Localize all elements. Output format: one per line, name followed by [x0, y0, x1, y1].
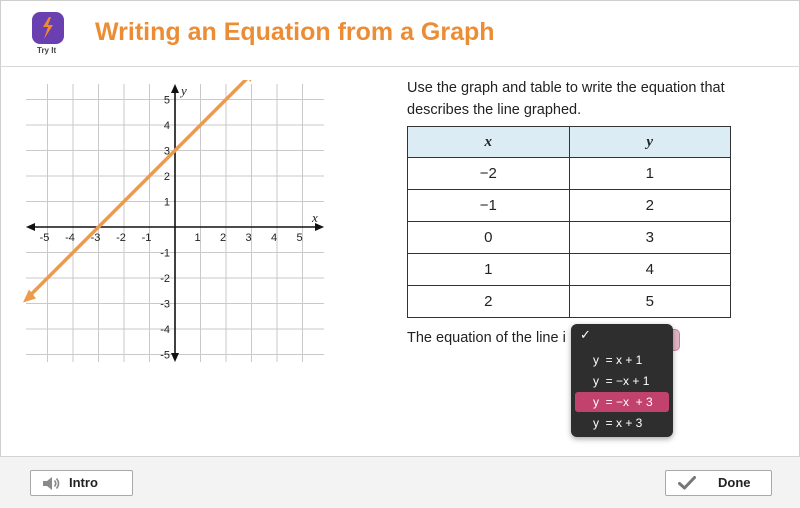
x-tick-label: 5 — [296, 232, 303, 244]
try-it-logo — [32, 12, 64, 44]
dropdown-option[interactable]: y = −x + 1 — [593, 374, 650, 388]
y-tick-label: -5 — [160, 349, 170, 362]
x-tick-label: -2 — [116, 232, 126, 244]
y-tick-label: 2 — [163, 171, 170, 183]
table-row — [408, 190, 731, 222]
equation-sentence: The equation of the line i — [407, 330, 566, 346]
dropdown-option[interactable]: y = x + 1 — [593, 353, 643, 367]
lightning-icon — [32, 12, 64, 44]
y-axis-arrow-up — [171, 84, 179, 93]
checkmark-icon: ✓ — [580, 327, 591, 342]
y-tick-label: -1 — [160, 247, 170, 260]
intro-button-label: Intro — [69, 475, 98, 490]
table-cell-y: 4 — [569, 254, 731, 286]
y-tick-label: -3 — [160, 298, 170, 311]
footer-bar — [0, 456, 800, 508]
table-cell-x: 0 — [408, 222, 570, 254]
page-title: Writing an Equation from a Graph — [95, 18, 495, 46]
y-tick-label: 3 — [163, 145, 170, 158]
table-cell-y: 3 — [569, 222, 731, 254]
intro-button[interactable] — [30, 470, 133, 496]
table-cell-y: 1 — [569, 158, 731, 190]
y-tick-label: -2 — [160, 273, 170, 285]
table-header-row — [408, 127, 731, 158]
x-tick-label: -5 — [39, 232, 50, 244]
x-tick-label: 1 — [194, 232, 201, 244]
y-tick-label: 4 — [163, 120, 170, 132]
x-tick-label: 4 — [270, 232, 278, 244]
table-row — [408, 286, 731, 318]
instructions-text: Use the graph and table to write the equation that describes the line graphed. — [407, 80, 725, 118]
y-axis-label: y — [181, 83, 187, 98]
equation-dropdown-menu — [571, 324, 673, 437]
table-cell-y: 2 — [569, 190, 731, 222]
check-icon — [678, 475, 696, 491]
column-header-y: y — [569, 127, 731, 158]
dropdown-option[interactable]: y = x + 3 — [593, 416, 643, 430]
header — [0, 0, 800, 67]
table-cell-x: 2 — [408, 286, 570, 318]
table-cell-x: −1 — [408, 190, 570, 222]
table-cell-x: 1 — [408, 254, 570, 286]
logo-caption: Try It — [37, 46, 57, 55]
x-axis-label: x — [312, 210, 318, 225]
column-header-x: x — [408, 127, 570, 158]
x-tick-label: 3 — [245, 232, 252, 244]
x-tick-label: 2 — [219, 232, 227, 244]
xy-table — [407, 126, 731, 318]
x-axis-arrow-left — [26, 223, 35, 231]
x-tick-label: -3 — [90, 232, 101, 244]
dropdown-option-selected[interactable]: y = −x + 3 — [575, 392, 669, 412]
table-row — [408, 254, 731, 286]
y-tick-label: 5 — [163, 94, 170, 107]
done-button[interactable] — [665, 470, 772, 496]
table-cell-x: −2 — [408, 158, 570, 190]
coordinate-graph — [20, 80, 330, 370]
graphed-line — [28, 80, 252, 298]
x-tick-label: -4 — [65, 232, 75, 244]
table-row — [408, 158, 731, 190]
table-cell-y: 5 — [569, 286, 731, 318]
y-tick-label: -4 — [160, 324, 170, 336]
table-row — [408, 222, 731, 254]
y-tick-label: 1 — [163, 196, 170, 209]
speaker-icon — [41, 475, 61, 492]
y-axis-arrow-down — [171, 353, 179, 362]
done-button-label: Done — [718, 475, 751, 490]
x-tick-label: -1 — [141, 232, 152, 244]
